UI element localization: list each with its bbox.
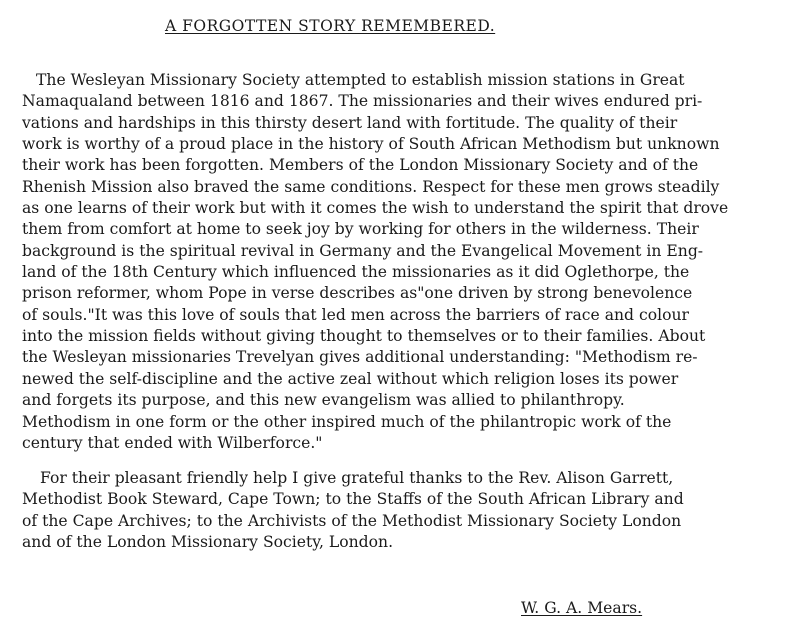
paragraph-line: and of the London Missionary Society, London. [22,533,394,552]
paragraph-line: The Wesleyan Missionary Society attempted to establish mission stations in Great [36,71,685,89]
paragraph-line: century that ended with Wilberforce." [22,433,323,452]
paragraph-line: and forgets its purpose, and this new evangelism was allied to philanthropy. [22,391,625,410]
paragraph-line: as one learns of their work but with it comes the wish to understand the spirit that drove [22,199,729,218]
paragraph-line: into the mission fields without giving thought to themselves or to their families. About [22,327,706,346]
document-title: A FORGOTTEN STORY REMEMBERED. [165,17,496,35]
paragraph-line: Methodism in one form or the other inspired much of the philantropic work of the [22,412,672,431]
paragraph-acknowledgements [22,468,790,553]
paragraph-line: of the Cape Archives; to the Archivists of the Methodist Missionary Society London [22,511,682,530]
paragraph-line: the Wesleyan missionaries Trevelyan gives additional understanding: "Methodism re- [22,348,698,367]
paragraph-line: Rhenish Mission also braved the same conditions. Respect for these men grows steadily [22,177,720,196]
paragraph-line: For their pleasant friendly help I give grateful thanks to the Rev. Alison Garrett, [40,469,674,487]
paragraph-line: Namaqualand between 1816 and 1867. The missionaries and their wives endured pri- [22,92,703,111]
paragraph-line: newed the self-discipline and the active zeal without which religion loses its power [22,369,679,388]
paragraph-introduction [22,70,790,454]
paragraph-line: of souls."It was this love of souls that led men across the barriers of race and colour [22,305,689,324]
paragraph-line: land of the 18th Century which influenced the missionaries as it did Oglethorpe, the [22,263,690,282]
paragraph-line: vations and hardships in this thirsty desert land with fortitude. The quality of their [22,113,678,132]
paragraph-line: prison reformer, whom Pope in verse describes as"one driven by strong benevolence [22,284,693,303]
paragraph-line: their work has been forgotten. Members of the London Missionary Society and of the [22,156,699,175]
author-signature: W. G. A. Mears. [521,599,643,617]
paragraph-line: work is worthy of a proud place in the history of South African Methodism but unknown [22,135,720,154]
paragraph-line: Methodist Book Steward, Cape Town; to the Staffs of the South African Library and [22,490,684,509]
paragraph-line: them from comfort at home to seek joy by working for others in the wilderness. Their [22,220,699,239]
paragraph-line: background is the spiritual revival in Germany and the Evangelical Movement in Eng- [22,241,704,260]
